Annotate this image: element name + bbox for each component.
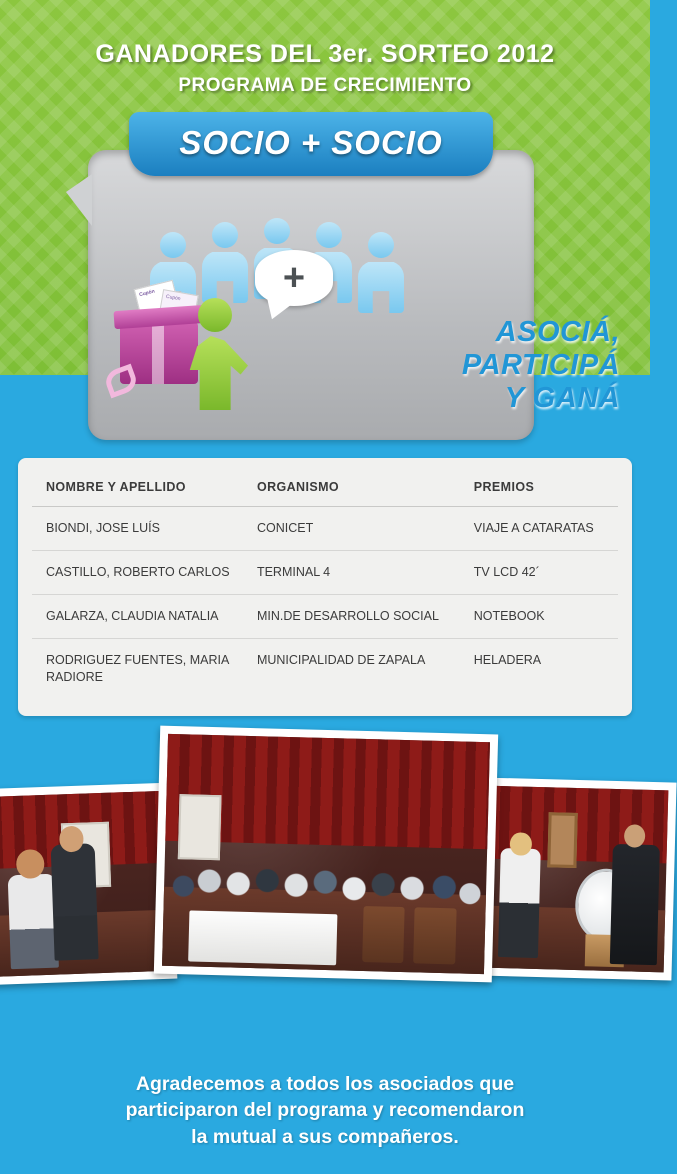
cell-organism: MUNICIPALIDAD DE ZAPALA: [256, 652, 426, 667]
footer-line-2: participaron del programa y recomendaron: [125, 1099, 525, 1122]
footer-line-3: la mutual a sus compañeros.: [191, 1125, 459, 1148]
footer-message: [0, 1071, 650, 1150]
slogan-line-3: Y GANÁ: [504, 382, 620, 414]
cell-organism: TERMINAL 4: [243, 550, 460, 594]
cell-prize: HELADERA: [473, 652, 542, 667]
person-icon: [202, 222, 248, 303]
table-row: [32, 594, 618, 638]
cell-prize: VIAJE A CATARATAS: [460, 507, 618, 551]
hero-banner: [0, 0, 650, 414]
plus-speech-bubble: [255, 250, 333, 306]
event-photo-right: [475, 777, 676, 980]
cell-name: BIONDI, JOSE LUÍS: [32, 507, 243, 551]
winners-table: [32, 480, 618, 698]
slogan-block: [462, 318, 620, 417]
event-photo-center: [154, 726, 498, 983]
coupon-ticket-front: Cupón: [134, 280, 182, 328]
column-header-organism: ORGANISMO: [243, 480, 460, 507]
table-row: [32, 550, 618, 594]
cell-name: RODRIGUEZ FUENTES, MARIA RADIORE: [46, 652, 229, 684]
footer-line-1: Agradecemos a todos los asociados que: [135, 1073, 515, 1096]
photo-gallery: [0, 730, 650, 1020]
hero-title-line2: PROGRAMA DE CRECIMIENTO: [178, 75, 472, 96]
table-row: [32, 507, 618, 551]
cell-name: GALARZA, CLAUDIA NATALIA: [32, 594, 243, 638]
slogan-line-1: ASOCIÁ,: [495, 316, 620, 348]
cell-organism: MIN.DE DESARROLLO SOCIAL: [243, 594, 460, 638]
green-person-icon: [186, 298, 248, 410]
table-header-row: [32, 480, 618, 507]
cell-prize: TV LCD 42´: [460, 550, 618, 594]
cell-organism: CONICET: [243, 507, 460, 551]
cell-prize: NOTEBOOK: [460, 594, 618, 638]
table-row: [32, 638, 618, 698]
hero-title-line1: GANADORES DEL 3er. SORTEO 2012: [95, 40, 555, 68]
column-header-prize: PREMIOS: [460, 480, 618, 507]
gift-ribbon: [152, 322, 164, 384]
program-ribbon: [129, 112, 493, 176]
event-photo-left: [0, 783, 177, 986]
program-ribbon-label: SOCIO + SOCIO: [179, 124, 443, 161]
hero-title-block: [0, 0, 650, 97]
cell-name: CASTILLO, ROBERTO CARLOS: [32, 550, 243, 594]
coupon-ticket-back: Cupón: [157, 289, 198, 329]
slogan-line-2: PARTICIPÁ: [461, 349, 620, 381]
column-header-name: NOMBRE Y APELLIDO: [32, 480, 243, 507]
plus-sign-label: +: [282, 257, 306, 299]
person-icon: [358, 232, 404, 313]
winners-card: [18, 458, 632, 716]
